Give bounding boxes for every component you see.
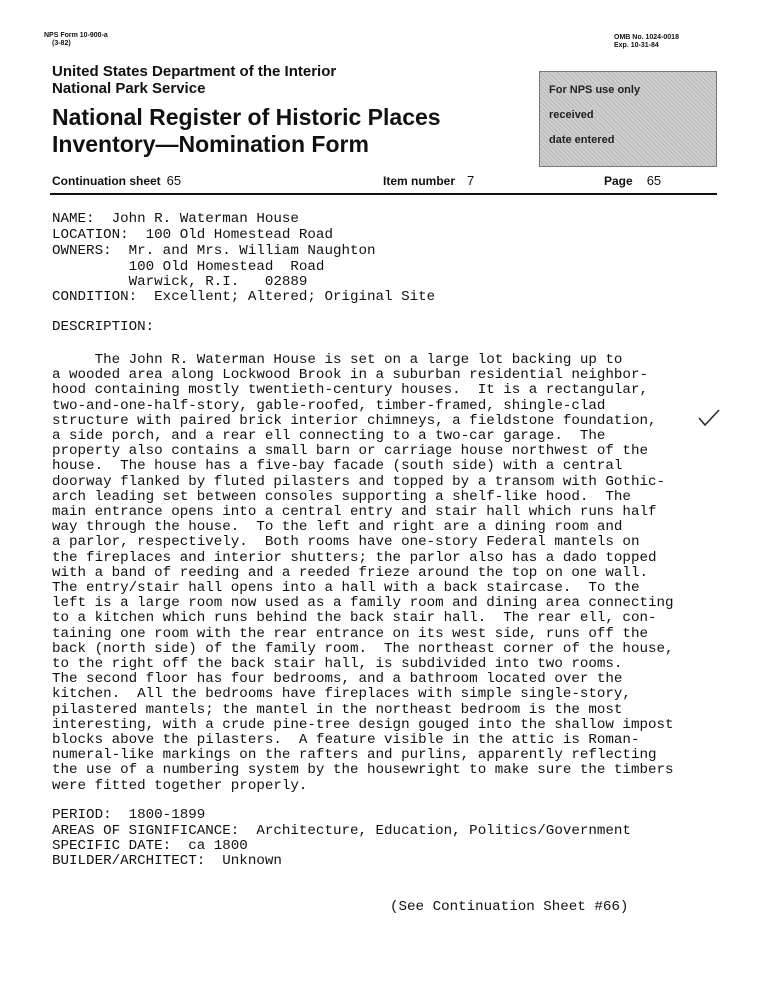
description-line: a side porch, and a rear ell connecting to a two-car garage. The: [52, 428, 606, 445]
description-line: to a kitchen which runs behind the back stair hall. The rear ell, con-: [52, 610, 657, 627]
nps-use-only-label: For NPS use only: [549, 84, 641, 96]
form-number: NPS Form 10-900-a: [44, 32, 108, 39]
page-value: 65: [646, 173, 662, 188]
header-divider: [50, 193, 717, 195]
description-label: DESCRIPTION:: [52, 319, 155, 335]
description-line: a wooded area along Lockwood Brook in a suburban residential neighbor-: [52, 367, 648, 384]
form-title-line2: Inventory—Nomination Form: [52, 131, 369, 157]
omb-number: OMB No. 1024-0018: [614, 34, 679, 41]
location-field: LOCATION: 100 Old Homestead Road: [52, 227, 333, 243]
areas-of-significance-field: AREAS OF SIGNIFICANCE: Architecture, Education, Politics/Government: [52, 823, 631, 839]
description-line: two-and-one-half-story, gable-roofed, timber-framed, shingle-clad: [52, 397, 606, 414]
description-line: a parlor, respectively. Both rooms have one-story Federal mantels on: [52, 534, 640, 551]
continuation-sheet-value: 65: [166, 173, 182, 188]
description-line: house. The house has a five-bay facade (south side) with a central: [52, 458, 623, 475]
description-line: the fireplaces and interior shutters; the parlor also has a dado topped: [52, 549, 657, 566]
service-name: National Park Service: [52, 80, 206, 97]
description-line: were fitted together properly.: [52, 777, 308, 794]
description-line: The entry/stair hall opens into a hall with a back staircase. To the: [52, 580, 640, 597]
expiration-date: Exp. 10-31-84: [614, 42, 659, 49]
description-line: pilastered mantels; the mantel in the northeast bedroom is the most: [52, 701, 623, 718]
name-field: NAME: John R. Waterman House: [52, 211, 299, 227]
description-line: The John R. Waterman House is set on a large lot backing up to: [52, 352, 623, 368]
item-number: [383, 173, 474, 188]
owners-address-line: 100 Old Homestead Road: [52, 259, 325, 275]
description-line: way through the house. To the left and right are a dining room and: [52, 519, 623, 536]
specific-date-field: SPECIFIC DATE: ca 1800: [52, 838, 248, 854]
date-entered-label: date entered: [549, 134, 615, 146]
owners-city-line: Warwick, R.I. 02889: [52, 274, 308, 290]
description-line: interesting, with a crude pine-tree design gouged into the shallow impost: [52, 716, 674, 733]
description-line: taining one room with the rear entrance on its west side, runs off the: [52, 625, 648, 642]
builder-architect-field: BUILDER/ARCHITECT: Unknown: [52, 853, 282, 869]
description-line: doorway flanked by fluted pilasters and topped by a transom with Gothic-: [52, 473, 665, 490]
checkmark-icon: [697, 408, 721, 428]
description-line: to the right off the back stair hall, is subdivided into two rooms.: [52, 656, 623, 673]
form-revision: (3-82): [52, 40, 71, 47]
description-line: main entrance opens into a central entry and stair hall which runs half: [52, 504, 657, 521]
page-number: [604, 173, 661, 188]
received-label: received: [549, 109, 594, 121]
form-title-line1: National Register of Historic Places: [52, 104, 441, 130]
description-line: kitchen. All the bedrooms have fireplaces with simple single-story,: [52, 686, 631, 703]
description-line: structure with paired brick interior chimneys, a fieldstone foundation,: [52, 412, 657, 429]
description-text: [52, 353, 674, 794]
description-line: the use of a numbering system by the housewright to make sure the timbers: [52, 762, 674, 779]
item-number-value: 7: [467, 173, 475, 188]
description-line: left is a large room now used as a family room and dining area connecting: [52, 595, 674, 612]
continuation-sheet-label: Continuation sheet: [52, 174, 161, 188]
description-line: blocks above the pilasters. A feature visible in the attic is Roman-: [52, 732, 640, 749]
description-line: numeral-like markings on the rafters and purlins, apparently reflecting: [52, 747, 657, 764]
page-label: Page: [604, 174, 633, 188]
description-line: hood containing mostly twentieth-century houses. It is a rectangular,: [52, 382, 648, 399]
description-line: The second floor has four bedrooms, and a bathroom located over the: [52, 671, 623, 688]
nps-use-only-box: [539, 71, 717, 167]
continuation-sheet: [52, 173, 181, 188]
item-number-label: Item number: [383, 174, 456, 188]
description-line: property also contains a small barn or carriage house northwest of the: [52, 443, 648, 460]
description-line: arch leading set between consoles supporting a shelf-like hood. The: [52, 488, 631, 505]
see-continuation-note: (See Continuation Sheet #66): [390, 899, 629, 915]
description-line: with a band of reeding and a reeded frieze around the top on one wall.: [52, 564, 648, 581]
period-field: PERIOD: 1800-1899: [52, 807, 206, 823]
condition-field: CONDITION: Excellent; Altered; Original Site: [52, 289, 436, 305]
owners-field: OWNERS: Mr. and Mrs. William Naughton: [52, 243, 376, 259]
description-line: back (north side) of the family room. The northeast corner of the house,: [52, 640, 674, 657]
department-name: United States Department of the Interior: [52, 63, 337, 80]
